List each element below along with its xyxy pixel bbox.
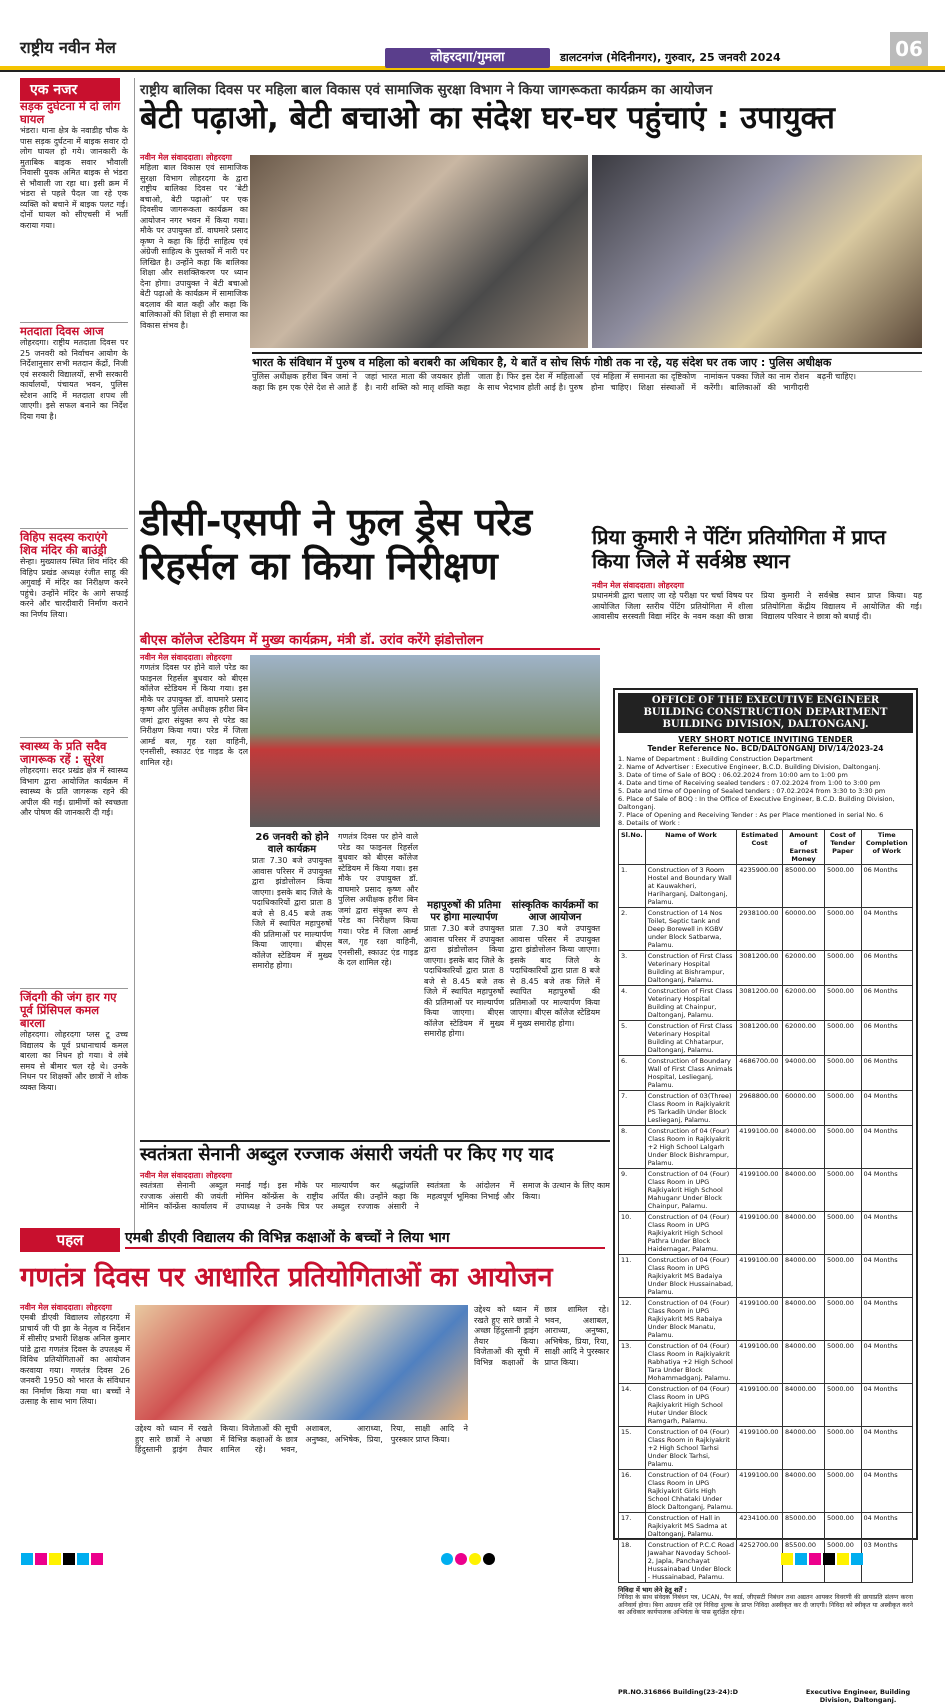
top-story-subheadline: भारत के संविधान में पुरुष व महिला को बराबरी का अधिकार है, ये बातें व सोच सिर्फ गोष्ठी तक ना रहे, यह संदेश घर तक जाए : पुलिस अधीक्षक — [252, 352, 922, 372]
tender-cell: 5000.00 — [825, 1021, 862, 1056]
tender-cell: 5000.00 — [825, 951, 862, 986]
top-story-text — [140, 152, 248, 503]
story2-text — [140, 652, 248, 1143]
print-color-strip — [0, 1548, 945, 1564]
brief-title: जिंदगी की जंग हार गए पूर्व प्रिंसिपल कमल बारला — [20, 990, 117, 1030]
tender-cell: 3. — [619, 951, 646, 986]
tender-cell: Construction of 04 (Four) Class Room in UPG Rajkiyakrit High School Huter Under Block Ramgarh, Palamu. — [645, 1384, 736, 1427]
tender-notice-title: VERY SHORT NOTICE INVITING TENDER — [678, 735, 853, 744]
tender-signatory: Executive Engineer, Building Division, Daltonganj. — [805, 1688, 911, 1704]
tender-table-row — [619, 1091, 913, 1126]
tender-reference: Tender Reference No. BCD/DALTONGANJ DIV/14/2023-24 — [647, 744, 884, 753]
tender-cell: 84000.00 — [783, 1169, 825, 1212]
tender-table — [618, 829, 913, 1583]
tender-cell: 04 Months — [861, 1427, 913, 1470]
tender-cell: Construction of 04 (Four) Class Room in UPG Rajkiyakrit Girls High School Chhataki Under Block Daltonganj, Palamu. — [645, 1470, 736, 1513]
tender-table-row — [619, 1384, 913, 1427]
brief-title: विहिप सदस्य कराएंगे शिव मंदिर की बाउंड्री — [20, 530, 108, 557]
tender-detail-line: 1. Name of Department : Building Construction Department — [618, 755, 813, 763]
tender-detail-line: 8. Details of Work : — [618, 819, 680, 827]
brief-item — [20, 100, 128, 318]
photo-dc-felicitation — [250, 155, 588, 348]
tender-cell: 04 Months — [861, 1212, 913, 1255]
tender-table-row — [619, 951, 913, 986]
page-number: 06 — [890, 32, 928, 66]
tender-cell: 4199100.00 — [737, 1427, 783, 1470]
brief-body: सेन्हा। मुख्यालय स्थित शिव मंदिर की विहिप प्रखंड अध्यक्ष रंजीत साहू की अगुवाई में मंदिर का निरीक्षण करने पहुंचे। उन्होंने मंदिर के आगे सफाई करने और चारदीवारी निर्माण कराने का निर्णय लिया। — [20, 557, 128, 619]
tender-cell: 04 Months — [861, 1470, 913, 1513]
tender-cell: Construction of 03(Three) Class Room in Rajkiyakrit PS Tarkadih Under Block Leslieganj, Palamu. — [645, 1091, 736, 1126]
story2-box3 — [510, 900, 600, 1084]
tender-cell: 10. — [619, 1212, 646, 1255]
brief-item — [20, 988, 128, 1230]
tender-column-header: Name of Work — [645, 830, 736, 865]
tender-office: OFFICE OF THE EXECUTIVE ENGINEER — [651, 695, 880, 706]
tender-cell: 60000.00 — [783, 908, 825, 951]
story2-program-box — [252, 832, 332, 1101]
tender-cell: Construction of 04 (Four) Class Room in Rajkiyakrit +2 High School Lalgarh Under Block Bishrampur, Palamu. — [645, 1126, 736, 1169]
tender-cell: 04 Months — [861, 1341, 913, 1384]
brief-body: लोहरदगा। राष्ट्रीय मतदाता दिवस पर 25 जनवरी को निर्वाचन आयोग के निर्देशानुसार सभी मतदान केंद्रों, निजी एवं सरकारी विद्यालयों, सभी सरकारी कार्यालयों, पंचायत भवन, पुलिस स्टेशन आदि में मतदाता शपथ ली जाएगी। इसे सफल बनाने का निर्देश दिया गया है। — [20, 338, 128, 421]
tender-cell: 7. — [619, 1091, 646, 1126]
tender-cell: 62000.00 — [783, 986, 825, 1021]
brief-item — [20, 737, 128, 984]
tender-cell: 84000.00 — [783, 1298, 825, 1341]
tender-cell: 84000.00 — [783, 1341, 825, 1384]
tender-table-header — [619, 830, 913, 865]
story4-body: स्वतंत्रता सेनानी अब्दुल रज्जाक अंसारी की जयंती मोमिन कॉन्फ्रेंस कार्यालय में मनाई गई। इस मौके पर मोमिन कॉन्फ्रेंस के राष्ट्रीय उपाध्यक्ष ने उनके चित्र पर माल्यार्पण कर श्रद्धांजलि अर्पित की। उन्होंने कहा कि अब्दुल रज्जाक अंसारी ने स्वतंत्रता के आंदोलन में महत्वपूर्ण भूमिका निभाई और समाज के उत्थान के लिए काम किया। — [140, 1181, 610, 1211]
tender-cell: 4. — [619, 986, 646, 1021]
tender-cell: 4199100.00 — [737, 1169, 783, 1212]
edition-city: लोहरदगा/गुमला — [385, 48, 550, 68]
tender-cell: 60000.00 — [783, 1091, 825, 1126]
top-story-body: महिला बाल विकास एवं सामाजिक सुरक्षा विभाग लोहरदगा के द्वारा राष्ट्रीय बालिका दिवस पर ‘बेटी बचाओ, बेटी पढ़ाओ’ पर एक दिवसीय जागरूकता कार्यक्रम का आयोजन नगर भवन में किया गया। मौके पर उपायुक्त डॉ. वाघमारे प्रसाद कृष्ण ने कहा कि हिंदी साहित्य एवं अंग्रेजी साहित्य के पुस्तकों में नारी पर लिखित है। उन्होंने कहा कि बालिका शिक्षा और सशक्तिकरण पर ध्यान देना होगा। उपायुक्त ने बेटी बचाओ बेटी पढ़ाओ के कार्यक्रम में सामाजिक बदलाव की बात कही और कहा कि बालिकाओं की शिक्षा से ही समाज का विकास संभव है। — [140, 163, 248, 330]
tender-cell: 5000.00 — [825, 1341, 862, 1384]
tender-cell: 4199100.00 — [737, 1212, 783, 1255]
tender-cell: 5000.00 — [825, 1056, 862, 1091]
story5-kicker: एमबी डीएवी विद्यालय की विभिन्न कक्षाओं के बच्चों ने लिया भाग — [125, 1228, 605, 1249]
tender-table-row — [619, 1169, 913, 1212]
tender-cell: 5000.00 — [825, 1169, 862, 1212]
section-pahal: पहल — [20, 1228, 120, 1252]
brief-body: लोहरदगा। सदर प्रखंड क्षेत्र में स्वास्थ्य विभाग द्वारा आयोजित कार्यक्रम में स्वास्थ्य के प्रति जागरूक रहने की अपील की गई। ग्रामीणों को स्वच्छता और पोषण की जानकारी दी गई। — [20, 766, 128, 817]
story2-byline: नवीन मेल संवाददाता। लोहरदगा — [140, 653, 232, 662]
story3-text — [592, 580, 922, 679]
box2-body: प्रातः 7.30 बजे उपायुक्त आवास परिसर में उपायुक्त द्वारा झंडोत्तोलन किया जाएगा। इसके बाद जिले के पदाधिकारियों द्वारा प्रातः 8 बजे से 8.45 बजे तक जिले में स्थापित महापुरुषों की प्रतिमाओं पर माल्यार्पण किया जाएगा। बीएस कॉलेज स्टेडियम में मुख्य समारोह होगा। — [424, 924, 504, 1038]
tender-notes: निविदा के साथ संवेदक निबंधन पत्र, UCAN, पैन कार्ड, जीएसटी निबंधन तथा अद्यतन आयकर विवरणी की छायाप्रति संलग्न करना अनिवार्य होगा। बिना अग्रधन राशि एवं निविदा शुल्क के प्राप्त निविदा अस्वीकृत कर दी जाएगी। निविदा को स्वीकृत या अस्वीकृत करने का अधिकार कार्यपालक अभियंता के पास सुरक्षित रहेगा। — [618, 1594, 913, 1616]
tender-cell: Construction of P.C.C Road Jawahar Navoday School-2, Japla, Panchayat Hussainabad Under Block - Hussainabad, Palamu. — [645, 1540, 736, 1583]
tender-cell: 5000.00 — [825, 865, 862, 908]
tender-table-body — [619, 865, 913, 1583]
tender-cell: 4235900.00 — [737, 865, 783, 908]
brief-item — [20, 322, 128, 524]
tender-cell: 5000.00 — [825, 1298, 862, 1341]
tender-cell: Construction of 3 Room Hostel and Boundary Wall at Kauwakheri, Hariharganj, Daltonganj, Palamu. — [645, 865, 736, 908]
photo-award-girl — [592, 155, 922, 348]
tender-table-row — [619, 986, 913, 1021]
column-divider — [134, 78, 135, 1238]
tender-cell: 16. — [619, 1470, 646, 1513]
tender-cell: 12. — [619, 1298, 646, 1341]
tender-table-row — [619, 1126, 913, 1169]
story3-byline: नवीन मेल संवाददाता। लोहरदगा — [592, 581, 684, 590]
tender-dept: BUILDING CONSTRUCTION DEPARTMENT — [643, 707, 888, 718]
tender-cell: 85000.00 — [783, 1513, 825, 1540]
tender-cell: Construction of First Class Veterinary Hospital Building at Chhatarpur, Daltonganj, Palamu. — [645, 1021, 736, 1056]
tender-cell: 2968800.00 — [737, 1091, 783, 1126]
tender-cell: 4199100.00 — [737, 1126, 783, 1169]
box3-body: प्रातः 7.30 बजे उपायुक्त आवास परिसर में उपायुक्त द्वारा झंडोत्तोलन किया जाएगा। इसके बाद जिले के पदाधिकारियों द्वारा प्रातः 8 बजे से 8.45 बजे तक जिले में स्थापित महापुरुषों की प्रतिमाओं पर माल्यार्पण किया जाएगा। बीएस कॉलेज स्टेडियम में मुख्य समारोह होगा। — [510, 924, 600, 1028]
story5-byline: नवीन मेल संवाददाता। लोहरदगा — [20, 1303, 112, 1312]
tender-cell: 06 Months — [861, 951, 913, 986]
tender-column-header: Estimated Cost — [737, 830, 783, 865]
tender-table-row — [619, 1021, 913, 1056]
tender-cell: 11. — [619, 1255, 646, 1298]
tender-cell: 15. — [619, 1427, 646, 1470]
tender-table-row — [619, 1298, 913, 1341]
brief-body: भंडरा। थाना क्षेत्र के नवाडीह चौक के पास सड़क दुर्घटना में बाइक सवार दो लोग घायल हो गये। जानकारी के मुताबिक बाइक सवार भौवाली निवासी युवक अमित बाइक से भंडरा से भौवाली जा रहा था। इसी क्रम में भंडरा से पहले पैदल जा रहे एक व्यक्ति को बचाने में बाइक पलट गई। दोनों घायल को सीएचसी में भर्ती कराया गया। — [20, 126, 128, 230]
tender-cell: 9. — [619, 1169, 646, 1212]
tender-cell: 04 Months — [861, 1126, 913, 1169]
tender-cell: 1. — [619, 865, 646, 908]
brief-title: मतदाता दिवस आज — [20, 324, 104, 338]
tender-cell: 84000.00 — [783, 1470, 825, 1513]
tender-cell: 5000.00 — [825, 1091, 862, 1126]
tender-table-row — [619, 908, 913, 951]
tender-table-row — [619, 1341, 913, 1384]
tender-notice — [613, 688, 918, 1704]
tender-division: BUILDING DIVISION, DALTONGANJ. — [662, 719, 869, 730]
tender-cell: 5000.00 — [825, 1212, 862, 1255]
tender-cell: 4199100.00 — [737, 1341, 783, 1384]
color-squares-left — [20, 1550, 104, 1569]
story5-body-continued: उद्देश्य को ध्यान में रखते हुए सारे छात्रों ने अच्छा हिंदुस्तानी ड्राइंग तैयार किया। विजेताओं की सूची में विभिन्न कक्षाओं के छात्र शामिल रहे। भवन, अशाबल, आराध्या, अनुष्का, अभिषेक, प्रिया, रिया, साक्षी आदि ने पुरस्कार प्राप्त किया। — [135, 1424, 468, 1454]
box2-title: महापुरुषों की प्रतिमा पर होगा माल्यार्पण — [427, 900, 501, 923]
story5-text — [20, 1302, 130, 1538]
story5-body: एमबी डीएवी विद्यालय लोहरदगा में प्राचार्य जी पी झा के नेतृत्व व निर्देशन में सीसीए प्रभारी शिक्षक अनिल कुमार पांडे द्वारा गणतंत्र दिवस के उपलक्ष्य में विविध प्रतियोगिताओं का आयोजन करवाया गया। गणतंत्र दिवस 26 जनवरी 1950 को भारत के संविधान का निर्माण किया गया था। बच्चों ने उत्साह के साथ भाग लिया। — [20, 1313, 130, 1406]
tender-cell: 5000.00 — [825, 1255, 862, 1298]
tender-footer — [618, 1688, 913, 1704]
tender-cell: 14. — [619, 1384, 646, 1427]
tender-cell: 04 Months — [861, 1384, 913, 1427]
tender-notes-title: निविदा में भाग लेने हेतु शर्तें : — [618, 1586, 687, 1594]
tender-table-row — [619, 1255, 913, 1298]
top-story-kicker: राष्ट्रीय बालिका दिवस पर महिला बाल विकास एवं सामाजिक सुरक्षा विभाग ने किया जागरूकता कार्यक्रम का आयोजन — [140, 82, 713, 98]
story4-headline: स्वतंत्रता सेनानी अब्दुल रज्जाक अंसारी जयंती पर किए गए याद — [140, 1140, 610, 1166]
tender-cell: 3081200.00 — [737, 1021, 783, 1056]
tender-cell: 5000.00 — [825, 1427, 862, 1470]
top-story-sub-body: पुलिस अधीक्षक हरीश बिन जमां ने कहा कि हम एक ऐसे देश से आते हैं जहां भारत माता की जयकार होती है। नारी शक्ति को मातृ शक्ति कहा जाता है। फिर इस देश में महिलाओं के साथ भेदभाव होती आई है। पुरुष एवं महिला में समानता का दृष्टिकोण होना चाहिए। शिक्षा संस्थाओं में नामांकन पक्का जिले का नाम रोशन करेंगी। बालिकाओं की भागीदारी बढ़नी चाहिए। — [252, 372, 857, 392]
tender-cell: 62000.00 — [783, 1021, 825, 1056]
story5-winners: उद्देश्य को ध्यान में रखते हुए सारे छात्रों ने अच्छा हिंदुस्तानी ड्राइंग तैयार किया। विजेताओं की सूची में विभिन्न कक्षाओं के छात्र शामिल रहे। भवन, अशाबल, आराध्या, अनुष्का, अभिषेक, प्रिया, रिया, साक्षी आदि ने पुरस्कार प्राप्त किया। — [474, 1305, 609, 1367]
tender-cell: Construction of 04 (Four) Class Room in UPG Rajkiyakrit MS Rabaiya Under Block Manatu, Palamu. — [645, 1298, 736, 1341]
tender-cell: 17. — [619, 1513, 646, 1540]
story2-continuation: गणतंत्र दिवस पर होने वाले परेड का फाइनल रिहर्सल बुधवार को बीएस कॉलेज स्टेडियम में किया गया। इस मौके पर उपायुक्त डॉ. वाघमारे प्रसाद कृष्ण और पुलिस अधीक्षक हरीश बिन जमां द्वारा संयुक्त रूप से परेड का निरीक्षण किया गया। परेड में जिला आर्म्ड बल, गृह रक्षा वाहिनी, एनसीसी, स्काउट एंड गाइड के दल शामिल रहे। — [338, 832, 418, 967]
tender-cell: 4199100.00 — [737, 1384, 783, 1427]
tender-column-header: Cost of Tender Paper — [825, 830, 862, 865]
story5-headline: गणतंत्र दिवस पर आधारित प्रतियोगिताओं का आयोजन — [20, 1262, 553, 1293]
tender-cell: 85000.00 — [783, 865, 825, 908]
top-story-headline: बेटी पढ़ाओ, बेटी बचाओ का संदेश घर-घर पहुंचाएं : उपायुक्त — [140, 100, 835, 136]
tender-cell: 5000.00 — [825, 1470, 862, 1513]
tender-cell: 06 Months — [861, 865, 913, 908]
tender-cell: Construction of 04 (Four) Class Room in Rajkiyakrit +2 High School Tarhsi Under Block Tarhsi, Palamu. — [645, 1427, 736, 1470]
brief-title: सड़क दुर्घटना में दो लोग घायल — [20, 99, 121, 126]
tender-cell: Construction of First Class Veterinary Hospital Building at Chainpur, Daltonganj, Palamu. — [645, 986, 736, 1021]
newspaper-brand: राष्ट्रीय नवीन मेल — [20, 38, 116, 57]
tender-cell: 04 Months — [861, 1255, 913, 1298]
top-story-byline: नवीन मेल संवाददाता। लोहरदगा — [140, 153, 232, 162]
tender-column-header: Sl.No. — [619, 830, 646, 865]
tender-detail-line: 3. Date of time of Sale of BOQ : 06.02.2024 from 10:00 am to 1:00 pm — [618, 771, 848, 779]
tender-column-header: Amount of Earnest Money — [783, 830, 825, 865]
tender-cell: 85500.00 — [783, 1540, 825, 1583]
story3-headline: प्रिया कुमारी ने पेंटिंग प्रतियोगिता में प्राप्त किया जिले में सर्वश्रेष्ठ स्थान — [592, 525, 886, 573]
story2-box2 — [424, 900, 504, 1084]
tender-cell: 06 Months — [861, 1056, 913, 1091]
tender-cell: 3081200.00 — [737, 986, 783, 1021]
tender-cell: 5000.00 — [825, 1126, 862, 1169]
program-box-title: 26 जनवरी को होने वाले कार्यक्रम — [255, 832, 329, 855]
tender-cell: Construction of 04 (Four) Class Room in Rajkiyakrit Rabhatiya +2 High School Tara Under Block Mohammadganj, Palamu. — [645, 1341, 736, 1384]
story4-byline: नवीन मेल संवाददाता। लोहरदगा — [140, 1171, 232, 1180]
tender-cell: 5000.00 — [825, 986, 862, 1021]
tender-cell: 04 Months — [861, 1513, 913, 1540]
brief-body: लोहरदगा। लोहरदगा प्लस टू उच्च विद्यालय के पूर्व प्रधानाचार्य कमल बारला का निधन हो गया। वे लंबे समय से बीमार चल रहे थे। उनके निधन पर शिक्षकों और छात्रों ने शोक व्यक्त किया। — [20, 1030, 128, 1092]
tender-cell: 04 Months — [861, 1091, 913, 1126]
left-news-column — [20, 100, 128, 1240]
tender-detail-line: 5. Date and time of Opening of Sealed tenders : 07.02.2024 from 3:30 to 3:30 pm — [618, 787, 886, 795]
tender-table-row — [619, 1427, 913, 1470]
story2-body: गणतंत्र दिवस पर होने वाले परेड का फाइनल रिहर्सल बुधवार को बीएस कॉलेज स्टेडियम में किया गया। इस मौके पर उपायुक्त डॉ. वाघमारे प्रसाद कृष्ण और पुलिस अधीक्षक हरीश बिन जमां द्वारा संयुक्त रूप से परेड का निरीक्षण किया गया। परेड में जिला आर्म्ड बल, गृह रक्षा वाहिनी, एनसीसी, स्काउट एंड गाइड के दल शामिल रहे। — [140, 663, 248, 767]
tender-pr-number: PR.NO.316866 Building(23-24):D — [618, 1688, 738, 1696]
tender-detail-line: 2. Name of Advertiser : Executive Engineer, B.C.D. Building Division, Daltonganj. — [618, 763, 881, 771]
tender-cell: 4234100.00 — [737, 1513, 783, 1540]
tender-cell: Construction of 04 (Four) Class Room in UPG Rajkiyakrit MS Badaiya Under Block Hussainabad, Palamu. — [645, 1255, 736, 1298]
story2-subheadline: बीएस कॉलेज स्टेडियम में मुख्य कार्यक्रम, मंत्री डॉ. उरांव करेंगे झंडोत्तोलन — [140, 630, 600, 650]
tender-table-row — [619, 1212, 913, 1255]
tender-cell: 3081200.00 — [737, 951, 783, 986]
photo-student-competition — [135, 1305, 468, 1420]
dateline: डालटनगंज (मेदिनीनगर), गुरुवार, 25 जनवरी 2024 — [560, 51, 781, 64]
tender-cell: 62000.00 — [783, 951, 825, 986]
tender-cell: 8. — [619, 1126, 646, 1169]
tender-cell: Construction of 04 (Four) Class Room in UPG Rajkiyakrit High School Mahuganr Under Block Chainpur, Palamu. — [645, 1169, 736, 1212]
tender-cell: 06 Months — [861, 986, 913, 1021]
tender-detail-line: 4. Date and time of Receiving sealed tenders : 07.02.2024 from 1:00 to 3:00 pm — [618, 779, 881, 787]
story2-headline: डीसी-एसपी ने फुल ड्रेस परेड रिहर्सल का किया निरीक्षण — [140, 500, 533, 588]
tender-details-list — [618, 755, 913, 827]
tender-cell: 4252700.00 — [737, 1540, 783, 1583]
tender-column-header: Time Completion of Work — [861, 830, 913, 865]
section-ek-nazar: एक नजर — [20, 78, 120, 101]
brief-title: स्वास्थ्य के प्रति सदैव जागरूक रहें : सुरेश — [20, 739, 107, 766]
tender-cell: 84000.00 — [783, 1126, 825, 1169]
tender-table-row — [619, 1513, 913, 1540]
tender-cell: Construction of Hall in Rajkiyakrit MS Sadma at Daltonganj, Palamu. — [645, 1513, 736, 1540]
tender-cell: Construction of 14 Nos Toilet, Septic tank and Deep Borewell in KGBV under Block Satbarwa, Palamu. — [645, 908, 736, 951]
brief-item — [20, 528, 128, 733]
tender-cell: 04 Months — [861, 1298, 913, 1341]
tender-cell: 5000.00 — [825, 1513, 862, 1540]
tender-cell: Construction of 04 (Four) Class Room in UPG Rajkiyakrit High School Pathra Under Block Haidernagar, Palamu. — [645, 1212, 736, 1255]
tender-cell: 04 Months — [861, 908, 913, 951]
tender-cell: 6. — [619, 1056, 646, 1091]
box3-title: सांस्कृतिक कार्यक्रमों का आज आयोजन — [511, 900, 599, 923]
tender-cell: 5000.00 — [825, 1384, 862, 1427]
tender-cell: Construction of Boundary Wall of First Class Animals Hospital, Leslieganj, Palamu. — [645, 1056, 736, 1091]
tender-cell: Construction of First Class Veterinary Hospital Building at Bishrampur, Daltonganj, Palamu. — [645, 951, 736, 986]
tender-table-row — [619, 1470, 913, 1513]
tender-office-banner — [618, 693, 913, 733]
tender-cell: 2938100.00 — [737, 908, 783, 951]
photo-parade-rehearsal — [250, 655, 600, 827]
tender-cell: 84000.00 — [783, 1384, 825, 1427]
tender-detail-line: 7. Place of Opening and Receiving Tender : As per Place mentioned in serial No. 6 — [618, 811, 884, 819]
tender-cell: 4199100.00 — [737, 1298, 783, 1341]
tender-cell: 03 Months — [861, 1540, 913, 1583]
tender-cell: 06 Months — [861, 1021, 913, 1056]
tender-cell: 5. — [619, 1021, 646, 1056]
tender-cell: 18. — [619, 1540, 646, 1583]
tender-cell: 84000.00 — [783, 1255, 825, 1298]
tender-cell: 2. — [619, 908, 646, 951]
registration-marks — [440, 1550, 496, 1569]
program-box-body: प्रातः 7.30 बजे उपायुक्त आवास परिसर में उपायुक्त द्वारा झंडोत्तोलन किया जाएगा। इसके बाद जिले के पदाधिकारियों द्वारा प्रातः 8 बजे से 8.45 बजे तक जिले में स्थापित महापुरुषों की प्रतिमाओं पर माल्यार्पण किया जाएगा। बीएस कॉलेज स्टेडियम में मुख्य समारोह होगा। — [252, 856, 332, 970]
tender-cell: 13. — [619, 1341, 646, 1384]
tender-table-row — [619, 1056, 913, 1091]
tender-table-row — [619, 865, 913, 908]
story3-body: प्रधानमंत्री द्वारा चलाए जा रहे परीक्षा पर चर्चा विषय पर आयोजित जिला स्तरीय पेंटिंग प्रतियोगिता में शीला आवासीय सरस्वती विद्या मंदिर के नवम कक्षा की छात्रा प्रिया कुमारी ने सर्वश्रेष्ठ स्थान प्राप्त किया। यह प्रतियोगिता केंद्रीय विद्यालय में आयोजित की गई। विद्यालय परिवार ने छात्रा को बधाई दी। — [592, 591, 922, 621]
tender-cell: 84000.00 — [783, 1212, 825, 1255]
tender-cell: 5000.00 — [825, 908, 862, 951]
tender-cell: 94000.00 — [783, 1056, 825, 1091]
tender-cell: 4199100.00 — [737, 1470, 783, 1513]
tender-cell: 4686700.00 — [737, 1056, 783, 1091]
tender-cell: 4199100.00 — [737, 1255, 783, 1298]
tender-cell: 84000.00 — [783, 1427, 825, 1470]
tender-cell: 5000.00 — [825, 1540, 862, 1583]
tender-cell: 04 Months — [861, 1169, 913, 1212]
color-squares-right — [780, 1550, 864, 1569]
tender-detail-line: 6. Place of Sale of BOQ : In the Office of Executive Engineer, B.C.D. Building Division, Daltonganj. — [618, 795, 895, 811]
